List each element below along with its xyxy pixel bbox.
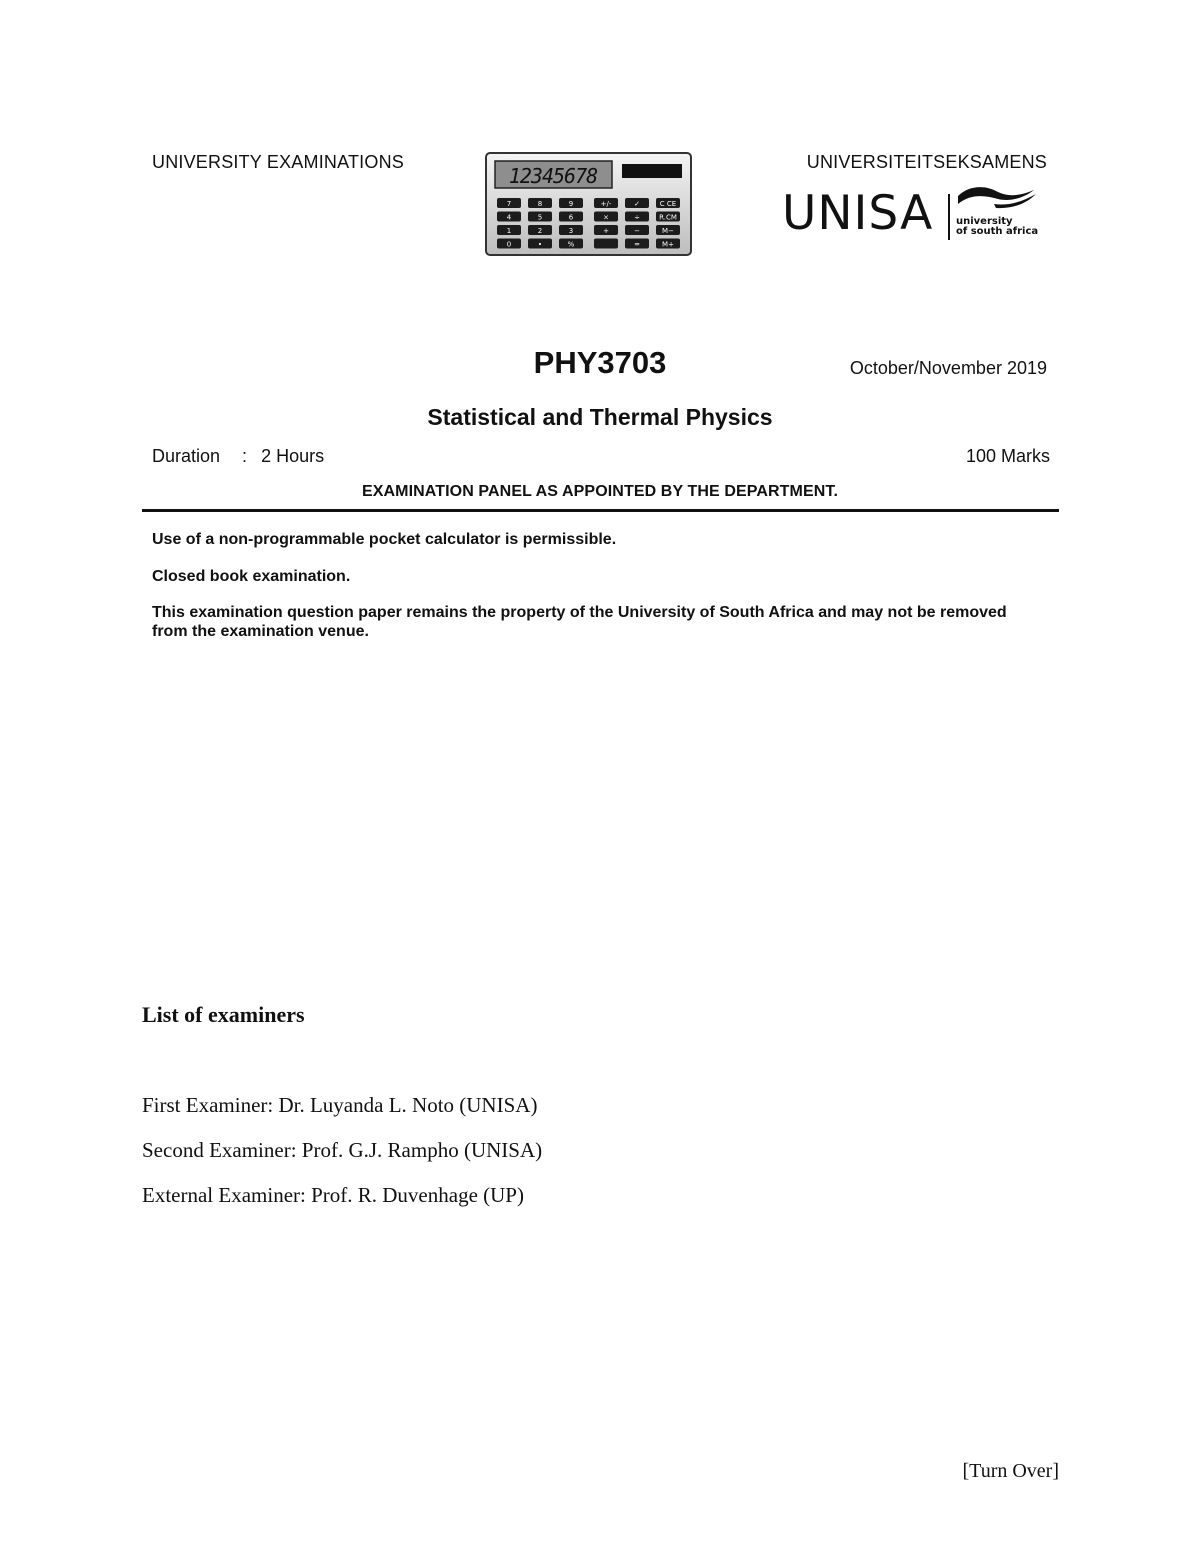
calculator-key-label: − bbox=[634, 227, 640, 235]
calculator-key-label: % bbox=[567, 240, 575, 249]
header-university-examinations: UNIVERSITY EXAMINATIONS bbox=[152, 152, 404, 172]
logo-sub-line2: of south africa bbox=[956, 226, 1039, 237]
calculator-key-label: 2 bbox=[537, 227, 543, 235]
divider-rule bbox=[142, 509, 1059, 512]
calculator-key-label: × bbox=[603, 213, 609, 222]
instruction-closed-book: Closed book examination. bbox=[152, 568, 351, 585]
calculator-key-label: 7 bbox=[506, 200, 512, 208]
calculator-key-label: 9 bbox=[568, 200, 574, 208]
calculator-key-label: 5 bbox=[537, 213, 543, 222]
exam-date: October/November 2019 bbox=[849, 358, 1047, 378]
calculator-key-label: + bbox=[603, 227, 609, 235]
unisa-wordmark: UNISA bbox=[782, 186, 934, 241]
instruction-calculator: Use of a non-programmable pocket calculator is permissible. bbox=[152, 531, 617, 548]
calculator-key-label: C CE bbox=[659, 200, 677, 208]
calculator-key-label: 8 bbox=[537, 200, 543, 208]
calculator-key-label: M+ bbox=[662, 240, 674, 249]
calculator-key-label: ✓ bbox=[634, 200, 640, 208]
calculator-key-label: • bbox=[537, 240, 543, 249]
calculator-key-label: R.CM bbox=[659, 213, 677, 222]
duration-separator: : bbox=[242, 446, 248, 466]
logo-sub-line1: university bbox=[956, 216, 1013, 227]
logo-divider bbox=[948, 194, 950, 240]
instruction-property: This examination question paper remains the property of the University of South Africa and may not be removed from the examination venue. bbox=[152, 604, 1007, 640]
examiners-heading: List of examiners bbox=[142, 1002, 305, 1027]
calculator-key-label: 1 bbox=[506, 227, 512, 235]
duration-label: Duration bbox=[152, 446, 221, 466]
logo-subtitle bbox=[956, 217, 1038, 237]
calculator-key-label: 6 bbox=[568, 213, 574, 222]
calculator-key-label: 0 bbox=[506, 240, 512, 249]
calculator-key-label: 4 bbox=[506, 213, 512, 222]
calculator-key-label: = bbox=[634, 240, 640, 249]
calculator-key-label: M− bbox=[662, 227, 674, 235]
calculator-key-label: 3 bbox=[568, 227, 574, 235]
calculator-key-label: +/- bbox=[600, 200, 612, 208]
external-examiner: External Examiner: Prof. R. Duvenhage (UP) bbox=[142, 1183, 524, 1207]
duration bbox=[152, 446, 324, 467]
header-universiteitseksamens: UNIVERSITEITSEKSAMENS bbox=[806, 152, 1047, 172]
second-examiner: Second Examiner: Prof. G.J. Rampho (UNISA) bbox=[142, 1138, 543, 1162]
course-title: Statistical and Thermal Physics bbox=[427, 404, 773, 430]
first-examiner: First Examiner: Dr. Luyanda L. Noto (UNISA) bbox=[142, 1093, 538, 1117]
logo-swoosh-icon bbox=[954, 184, 1038, 216]
calculator-illustration bbox=[485, 152, 692, 256]
unisa-logo bbox=[782, 184, 1042, 246]
course-code: PHY3703 bbox=[533, 345, 667, 380]
duration-value: 2 Hours bbox=[261, 446, 325, 466]
turn-over-note: [Turn Over] bbox=[962, 1460, 1059, 1482]
total-marks: 100 Marks bbox=[965, 446, 1050, 466]
examination-panel-note: EXAMINATION PANEL AS APPOINTED BY THE DEPARTMENT. bbox=[361, 483, 839, 500]
calculator-display-text: 12345678 bbox=[508, 164, 598, 188]
calculator-key-label: ÷ bbox=[634, 213, 640, 222]
calculator-key bbox=[594, 239, 618, 249]
